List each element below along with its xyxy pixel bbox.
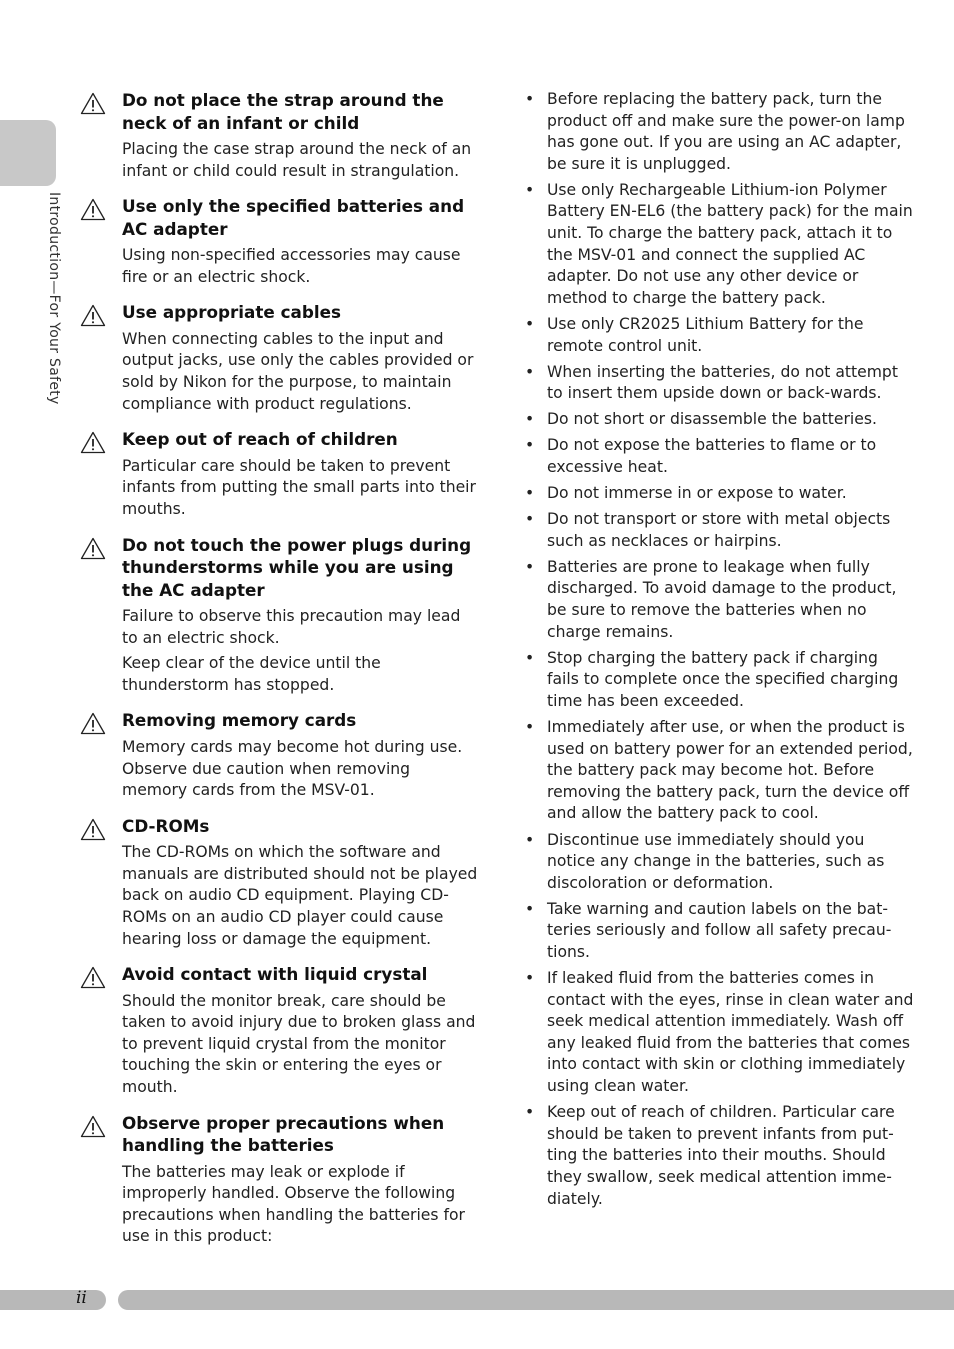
list-item	[524, 557, 914, 643]
list-item	[524, 409, 914, 431]
warning-item	[80, 815, 480, 950]
warning-title: Avoid contact with liquid crystal	[122, 964, 428, 985]
warning-item	[80, 1112, 480, 1248]
warning-text: Keep clear of the device until the thunderstorm has stopped.	[122, 654, 381, 694]
list-item-text: Discontinue use immediately should you notice any change in the batteries, such as discoloration or deformation.	[547, 830, 885, 892]
warning-item	[80, 709, 480, 801]
list-item-text: Do not transport or store with metal objects such as necklaces or hairpins.	[547, 510, 891, 550]
list-item-text: Do not immerse in or expose to water.	[547, 484, 847, 503]
list-item	[524, 648, 914, 713]
warning-title: CD-ROMs	[122, 815, 210, 836]
bullet-marker: •	[525, 1103, 535, 1122]
warning-title: Keep out of reach of children	[122, 429, 398, 450]
battery-precautions-list	[524, 89, 914, 1210]
warning-text: Placing the case strap around the neck of an infant or child could result in strangulation.	[122, 140, 472, 180]
warning-title: Do not place the strap around the neck of an infant or child	[122, 90, 444, 133]
warning-item	[80, 428, 480, 520]
warning-text: When connecting cables to the input and output jacks, use only the cables provided or sold by Nikon for the purpose, to maintain compliance with product regulations.	[122, 329, 474, 413]
warning-text: Failure to observe this precaution may lead to an electric shock.	[122, 607, 461, 647]
list-item	[524, 362, 914, 405]
warning-title: Use only the specified batteries and AC adapter	[122, 196, 465, 239]
list-item	[524, 314, 914, 357]
list-item	[524, 899, 914, 964]
bullet-marker: •	[525, 362, 535, 381]
bullet-marker: •	[525, 648, 535, 667]
bullet-marker: •	[525, 830, 535, 849]
warning-text: Should the monitor break, care should be taken to avoid injury due to broken glass and to prevent liquid crystal from the monitor touching the skin or entering the eyes or mouth.	[122, 991, 476, 1097]
section-tab-label: Introduction—For Your Safety	[46, 192, 62, 405]
warning-triangle-icon	[80, 431, 106, 454]
list-item-text: Do not expose the batteries to flame or to excessive heat.	[547, 436, 877, 476]
warning-triangle-icon	[80, 712, 106, 735]
list-item	[524, 830, 914, 895]
bullet-marker: •	[525, 314, 535, 333]
list-item	[524, 89, 914, 175]
bullet-marker: •	[525, 899, 535, 918]
list-item	[524, 180, 914, 310]
warning-triangle-icon	[80, 92, 106, 115]
warning-triangle-icon	[80, 1115, 106, 1138]
footer-bar-left	[0, 1290, 106, 1310]
list-item	[524, 483, 914, 505]
bullet-marker: •	[525, 510, 535, 529]
warning-item	[80, 534, 480, 697]
list-item	[524, 509, 914, 552]
warning-text: Using non-specified accessories may cause fire or an electric shock.	[122, 246, 461, 286]
list-item	[524, 1102, 914, 1210]
bullet-marker: •	[525, 718, 535, 737]
bullet-marker: •	[525, 180, 535, 199]
warning-item	[80, 963, 480, 1098]
list-item-text: Keep out of reach of children. Particular care should be taken to prevent infants from put-ting the batteries into their mouths. Should they swallow, seek medical attention imme-diately.	[547, 1103, 895, 1208]
list-item-text: Use only CR2025 Lithium Battery for the remote control unit.	[547, 314, 864, 355]
list-item-text: Use only Rechargeable Lithium-ion Polymer Battery EN-EL6 (the battery pack) for the main unit. To charge the battery pack, attach it to the MSV-01 and connect the supplied AC adapter. Do not use any other device or method to charge the battery pack.	[547, 180, 913, 307]
page-number: ii	[76, 1288, 87, 1308]
warning-text: The CD-ROMs on which the software and manuals are distributed should not be played back on audio CD equipment. Playing CD-ROMs on an audio CD player could cause hearing loss or damage the equipment.	[122, 843, 478, 948]
bullet-marker: •	[525, 557, 535, 576]
warning-triangle-icon	[80, 198, 106, 221]
list-item-text: Do not short or disassemble the batteries.	[547, 410, 877, 429]
list-item-text: Batteries are prone to leakage when fully discharged. To avoid damage to the product, be sure to remove the batteries when no charge remains.	[547, 557, 897, 641]
list-item-text: When inserting the batteries, do not attempt to insert them upside down or back-wards.	[547, 362, 898, 403]
warning-text: Particular care should be taken to prevent infants from putting the small parts into their mouths.	[122, 456, 476, 518]
list-item	[524, 968, 914, 1098]
warning-title: Do not touch the power plugs during thunderstorms while you are using the AC adapter	[122, 534, 472, 600]
warning-triangle-icon	[80, 304, 106, 327]
bullet-marker: •	[525, 484, 535, 503]
warning-item	[80, 301, 480, 415]
bullet-marker: •	[525, 410, 535, 429]
list-item-text: Immediately after use, or when the product is used on battery power for an extended period, the battery pack may become hot. Before removing the battery pack, turn the device off and allow the battery pack to cool.	[547, 718, 913, 823]
list-item	[524, 435, 914, 478]
warning-item	[80, 195, 480, 288]
warning-text: The batteries may leak or explode if improperly handled. Observe the following precautions when handling the batteries for use in this product:	[122, 1162, 465, 1246]
list-item-text: Stop charging the battery pack if charging fails to complete once the specified charging time has been exceeded.	[547, 648, 899, 710]
warning-triangle-icon	[80, 818, 106, 841]
footer-bar-right	[118, 1290, 954, 1310]
list-item	[524, 717, 914, 825]
warning-triangle-icon	[80, 966, 106, 989]
bullet-marker: •	[525, 436, 535, 455]
battery-precautions-column	[524, 89, 914, 1215]
warning-title: Observe proper precautions when handling the batteries	[122, 1112, 445, 1156]
section-tab	[0, 120, 56, 186]
warning-title: Use appropriate cables	[122, 302, 342, 323]
list-item-text: If leaked fluid from the batteries comes in contact with the eyes, rinse in clean water and seek medical attention immediately. Wash off any leaked fluid from the batteries that comes into contact with skin or clothing immediately using clean water.	[547, 969, 914, 1096]
warning-text: Memory cards may become hot during use. Observe due caution when removing memory cards from the MSV-01.	[122, 737, 463, 800]
list-item-text: Take warning and caution labels on the bat-teries seriously and follow all safety precau-tions.	[547, 899, 892, 961]
warnings-column	[80, 89, 480, 1261]
bullet-marker: •	[525, 969, 535, 988]
warning-title: Removing memory cards	[122, 710, 357, 731]
bullet-marker: •	[525, 90, 535, 108]
list-item-text: Before replacing the battery pack, turn the product off and make sure the power-on lamp has gone out. If you are using an AC adapter, be sure it is unplugged.	[547, 90, 905, 173]
warning-triangle-icon	[80, 537, 106, 560]
warning-item	[80, 89, 480, 182]
